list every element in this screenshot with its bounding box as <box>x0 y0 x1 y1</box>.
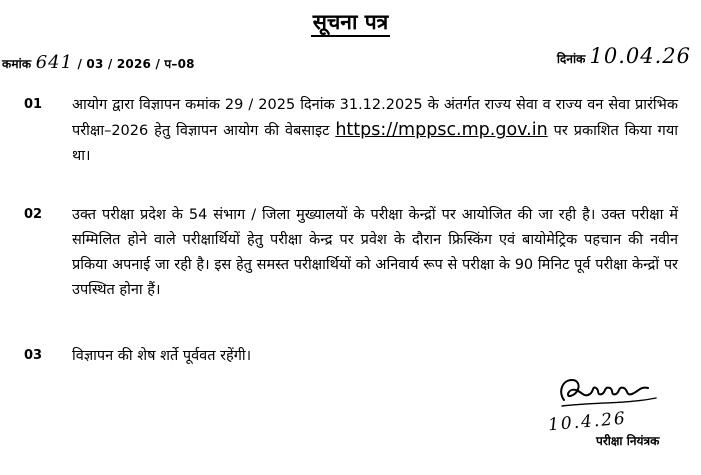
paragraph-text-before: आयोग द्वारा विज्ञापन कमांक 29 / 2025 दिनांक 31.12.2025 के अंतर्गत राज्य सेवा व राज्य वन सेवा प्रारंभिक परीक्षा–2026 हेतु विज्ञापन आयोग की वेबसाइट <box>72 97 678 139</box>
paragraph-text-after: पर प्रकाशित किया गया था। <box>72 123 678 164</box>
ref-number-handwritten: 641 <box>35 52 74 73</box>
designation: परीक्षा नियंत्रक <box>596 434 660 448</box>
signature-date-handwritten: 10.4.26 <box>547 408 628 436</box>
notice-title <box>0 8 701 36</box>
date-label: दिनांक <box>556 52 586 66</box>
website-link[interactable]: https://mppsc.mp.gov.in <box>335 120 548 140</box>
reference-number <box>2 52 195 73</box>
paragraph-text: विज्ञापन की शेष शर्ते पूर्ववत रहेंगी। <box>72 348 252 364</box>
ref-suffix: / 03 / 2026 / प–08 <box>77 57 195 71</box>
paragraph-number: 03 <box>24 348 43 363</box>
paragraph-text <box>72 93 678 169</box>
issue-date <box>557 44 691 68</box>
paragraph-number: 02 <box>24 207 43 222</box>
ref-prefix: कमांक <box>2 57 32 71</box>
notice-title-text: सूचना पत्र <box>311 10 390 37</box>
signature-image <box>556 372 666 412</box>
paragraph-number: 01 <box>24 97 43 112</box>
date-handwritten: 10.04.26 <box>589 44 691 68</box>
paragraph-text: उक्त परीक्षा प्रदेश के 54 संभाग / जिला मुख्यालयों के परीक्षा केन्द्रों पर आयोजित की जा रही है। उक्त परीक्षा में सम्मिलित होने वाले परीक्षार्थियों हेतु परीक्षा केन्द्र पर प्रवेश के दौरान फ्रिस्किंग एवं बायोमेट्रिक पहचान की नवीन प्रकिया अपनाई जा रही है। इस हेतु समस्त परीक्षार्थियों को अनिवार्य रूप से परीक्षा के 90 मिनिट पूर्व परीक्षा केन्द्रों पर उपस्थित होना हैं। <box>72 207 678 298</box>
